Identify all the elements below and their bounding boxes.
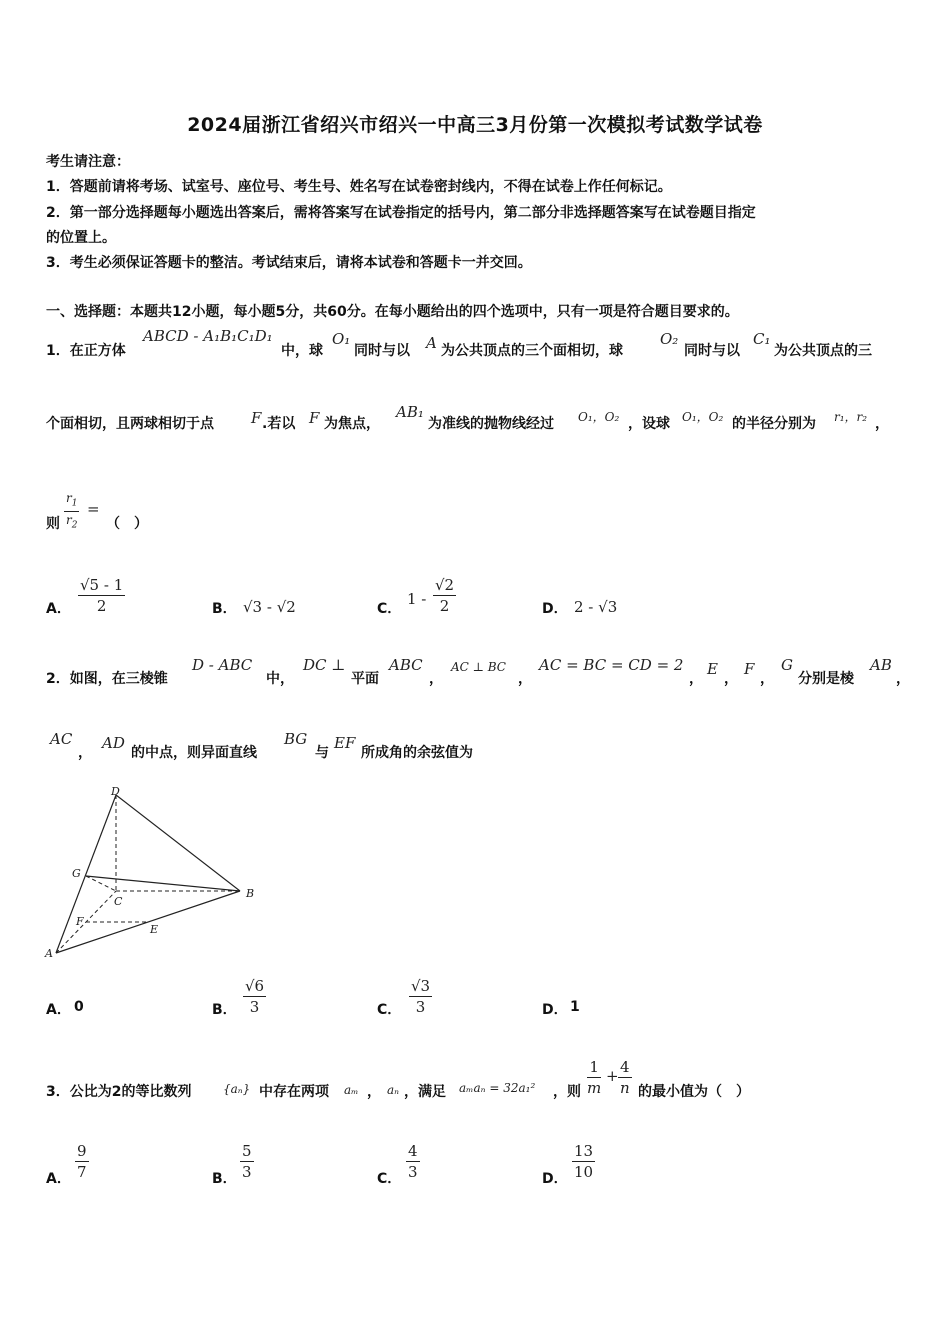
q1-O1O2-b: O₁，O₂ bbox=[682, 410, 724, 424]
q1-option-d-value[interactable]: 2 - √3 bbox=[574, 598, 618, 616]
q2-text-2: 平面 bbox=[351, 671, 379, 687]
page-title: 2024届浙江省绍兴市绍兴一中高三3月份第一次模拟考试数学试卷 bbox=[187, 114, 763, 136]
q3-plus: + bbox=[606, 1067, 619, 1085]
q2-pyramid-figure bbox=[40, 785, 270, 965]
q2-comma-1: ， bbox=[429, 671, 443, 687]
q1-text-2: 同时与以 bbox=[354, 343, 410, 359]
q3-option-d-label[interactable]: D． bbox=[542, 1171, 568, 1187]
q2-option-c-label[interactable]: C． bbox=[377, 1002, 402, 1018]
q1-option-b-value[interactable]: √3 - √2 bbox=[243, 598, 296, 616]
q1-text-3: 为公共顶点的三个面相切，球 bbox=[441, 343, 623, 359]
label-G: G bbox=[72, 867, 81, 880]
q2-text-5: 与 bbox=[315, 745, 329, 761]
q1-AB1: AB₁ bbox=[396, 403, 424, 421]
label-D: D bbox=[111, 785, 120, 798]
q1-prefix: 1．在正方体 bbox=[46, 343, 126, 359]
q1-C1: C₁ bbox=[753, 330, 771, 348]
notice-item-2-cont: 的位置上。 bbox=[46, 230, 116, 246]
q2-ac-perp-bc: AC ⊥ BC bbox=[451, 660, 506, 674]
q2-option-d-value[interactable]: 1 bbox=[570, 999, 580, 1015]
q2-ABC: ABC bbox=[389, 656, 423, 674]
q2-text-6: 所成角的余弦值为 bbox=[361, 745, 473, 761]
label-C: C bbox=[114, 895, 123, 908]
q1-option-c-label[interactable]: C． bbox=[377, 601, 402, 617]
q1-text-4: 同时与以 bbox=[684, 343, 740, 359]
q1-equals: = bbox=[87, 500, 100, 518]
q2-BG: BG bbox=[284, 730, 308, 748]
q1-O2: O₂ bbox=[660, 330, 679, 348]
q3-text-1: 中存在两项 bbox=[259, 1084, 329, 1100]
q1-line2-c: 为焦点， bbox=[324, 416, 380, 432]
q1-line2-d: 为准线的抛物线经过 bbox=[428, 416, 554, 432]
q2-comma-4: ， bbox=[724, 671, 738, 687]
q1-cube-math: ABCD - A₁B₁C₁D₁ bbox=[143, 327, 273, 345]
q1-line2-g: ， bbox=[875, 416, 889, 432]
q1-option-a-label[interactable]: A． bbox=[46, 601, 71, 617]
notice-item-2: 2．第一部分选择题每小题选出答案后，需将答案写在试卷指定的括号内，第二部分非选择题答案写在试卷题目指定 bbox=[46, 205, 756, 221]
q3-text-4: 的最小值为（ ） bbox=[638, 1084, 750, 1100]
q1-F-focus: F bbox=[309, 409, 320, 427]
q3-text-2: ，满足 bbox=[404, 1084, 446, 1100]
q2-option-d-label[interactable]: D． bbox=[542, 1002, 568, 1018]
q3-sequence: {aₙ} bbox=[223, 1082, 251, 1096]
q1-option-b-label[interactable]: B． bbox=[212, 601, 237, 617]
q3-text-3: ，则 bbox=[553, 1084, 581, 1100]
q1-line2-b: .若以 bbox=[262, 416, 296, 432]
q2-comma-7: ， bbox=[78, 745, 92, 761]
label-A: A bbox=[45, 947, 53, 960]
q2-text-1: 中， bbox=[266, 671, 294, 687]
q1-option-a-value[interactable]: $\frac{√5 - 1}{2}$ bbox=[80, 576, 124, 615]
q2-option-b-value[interactable]: $\frac{√6}{3}$ bbox=[245, 977, 265, 1016]
notice-heading: 考生请注意： bbox=[46, 154, 130, 170]
label-B: B bbox=[246, 887, 255, 900]
q3-an: aₙ bbox=[387, 1083, 400, 1097]
q2-F: F bbox=[744, 660, 755, 678]
q2-perp: DC ⊥ bbox=[303, 656, 346, 674]
label-E: E bbox=[150, 923, 159, 936]
section-heading: 一、选择题：本题共12小题，每小题5分，共60分。在每小题给出的四个选项中，只有一项是符合题目要求的。 bbox=[46, 304, 739, 320]
notice-item-3: 3．考生必须保证答题卡的整洁。考试结束后，请将本试卷和答题卡一并交回。 bbox=[46, 255, 532, 271]
q1-paren: （ ） bbox=[106, 516, 148, 532]
q2-option-b-label[interactable]: B． bbox=[212, 1002, 237, 1018]
q1-O1O2: O₁，O₂ bbox=[578, 410, 620, 424]
q3-option-a-label[interactable]: A． bbox=[46, 1171, 71, 1187]
notice-item-1: 1．答题前请将考场、试室号、座位号、考生号、姓名写在试卷密封线内，不得在试卷上作任何标记。 bbox=[46, 179, 672, 195]
q2-text-3: 分别是棱 bbox=[798, 671, 854, 687]
edge-DA bbox=[56, 795, 116, 953]
segment-GB bbox=[86, 876, 240, 891]
q2-option-a-label[interactable]: A． bbox=[46, 1002, 71, 1018]
q2-AB: AB bbox=[870, 656, 892, 674]
q1-line2-e: ，设球 bbox=[628, 416, 670, 432]
q2-option-a-value[interactable]: 0 bbox=[74, 999, 84, 1015]
q1-option-c-pre[interactable]: 1 - bbox=[407, 590, 427, 608]
q2-E: E bbox=[707, 660, 718, 678]
q3-comma: ， bbox=[367, 1084, 381, 1100]
q1-text-1: 中，球 bbox=[281, 343, 323, 359]
q2-prefix: 2．如图，在三棱锥 bbox=[46, 671, 168, 687]
q1-line3-a: 则 bbox=[46, 516, 60, 532]
edge-DB bbox=[116, 795, 240, 891]
q3-option-a-value[interactable]: $\frac{9}{7}$ bbox=[77, 1142, 87, 1181]
q1-line2-f: 的半径分别为 bbox=[732, 416, 816, 432]
q3-option-c-label[interactable]: C． bbox=[377, 1171, 402, 1187]
q2-G: G bbox=[781, 656, 793, 674]
q3-option-c-value[interactable]: $\frac{4}{3}$ bbox=[408, 1142, 418, 1181]
q1-option-c-value[interactable]: $\frac{√2}{2}$ bbox=[435, 576, 455, 615]
q2-text-4: 的中点，则异面直线 bbox=[131, 745, 257, 761]
q3-frac-4-over-n: $\frac{4}{n}$ bbox=[619, 1058, 630, 1097]
q3-frac-1-over-m: $\frac{1}{m}$ bbox=[587, 1058, 602, 1097]
q2-EF: EF bbox=[334, 734, 356, 752]
q3-option-d-value[interactable]: $\frac{13}{10}$ bbox=[574, 1142, 594, 1181]
q2-AC: AC bbox=[50, 730, 73, 748]
q1-F: F bbox=[251, 409, 262, 427]
q2-comma-3: ， bbox=[689, 671, 703, 687]
q1-r1r2: r₁，r₂ bbox=[834, 410, 868, 424]
q3-am: aₘ bbox=[344, 1083, 359, 1097]
q3-condition: aₘaₙ = 32a₁² bbox=[459, 1081, 536, 1095]
q2-comma-2: ， bbox=[518, 671, 532, 687]
q2-comma-6: ， bbox=[896, 671, 910, 687]
q1-line2-a: 个面相切，且两球相切于点 bbox=[46, 416, 214, 432]
q1-A: A bbox=[426, 334, 437, 352]
q2-option-c-value[interactable]: $\frac{√3}{3}$ bbox=[411, 977, 431, 1016]
q2-equalities: AC = BC = CD = 2 bbox=[539, 656, 684, 674]
q3-option-b-value[interactable]: $\frac{5}{3}$ bbox=[242, 1142, 252, 1181]
q2-AD: AD bbox=[102, 734, 125, 752]
q2-pyramid: D - ABC bbox=[192, 656, 253, 674]
q1-r1-over-r2: $\frac{r_1}{r_2}$ bbox=[66, 491, 78, 531]
q2-comma-5: ， bbox=[760, 671, 774, 687]
q1-O1: O₁ bbox=[332, 330, 351, 348]
q1-option-d-label[interactable]: D． bbox=[542, 601, 568, 617]
q3-option-b-label[interactable]: B． bbox=[212, 1171, 237, 1187]
label-F: F bbox=[76, 915, 84, 928]
q3-prefix: 3．公比为2的等比数列 bbox=[46, 1084, 192, 1100]
q1-text-5: 为公共顶点的三 bbox=[774, 343, 872, 359]
